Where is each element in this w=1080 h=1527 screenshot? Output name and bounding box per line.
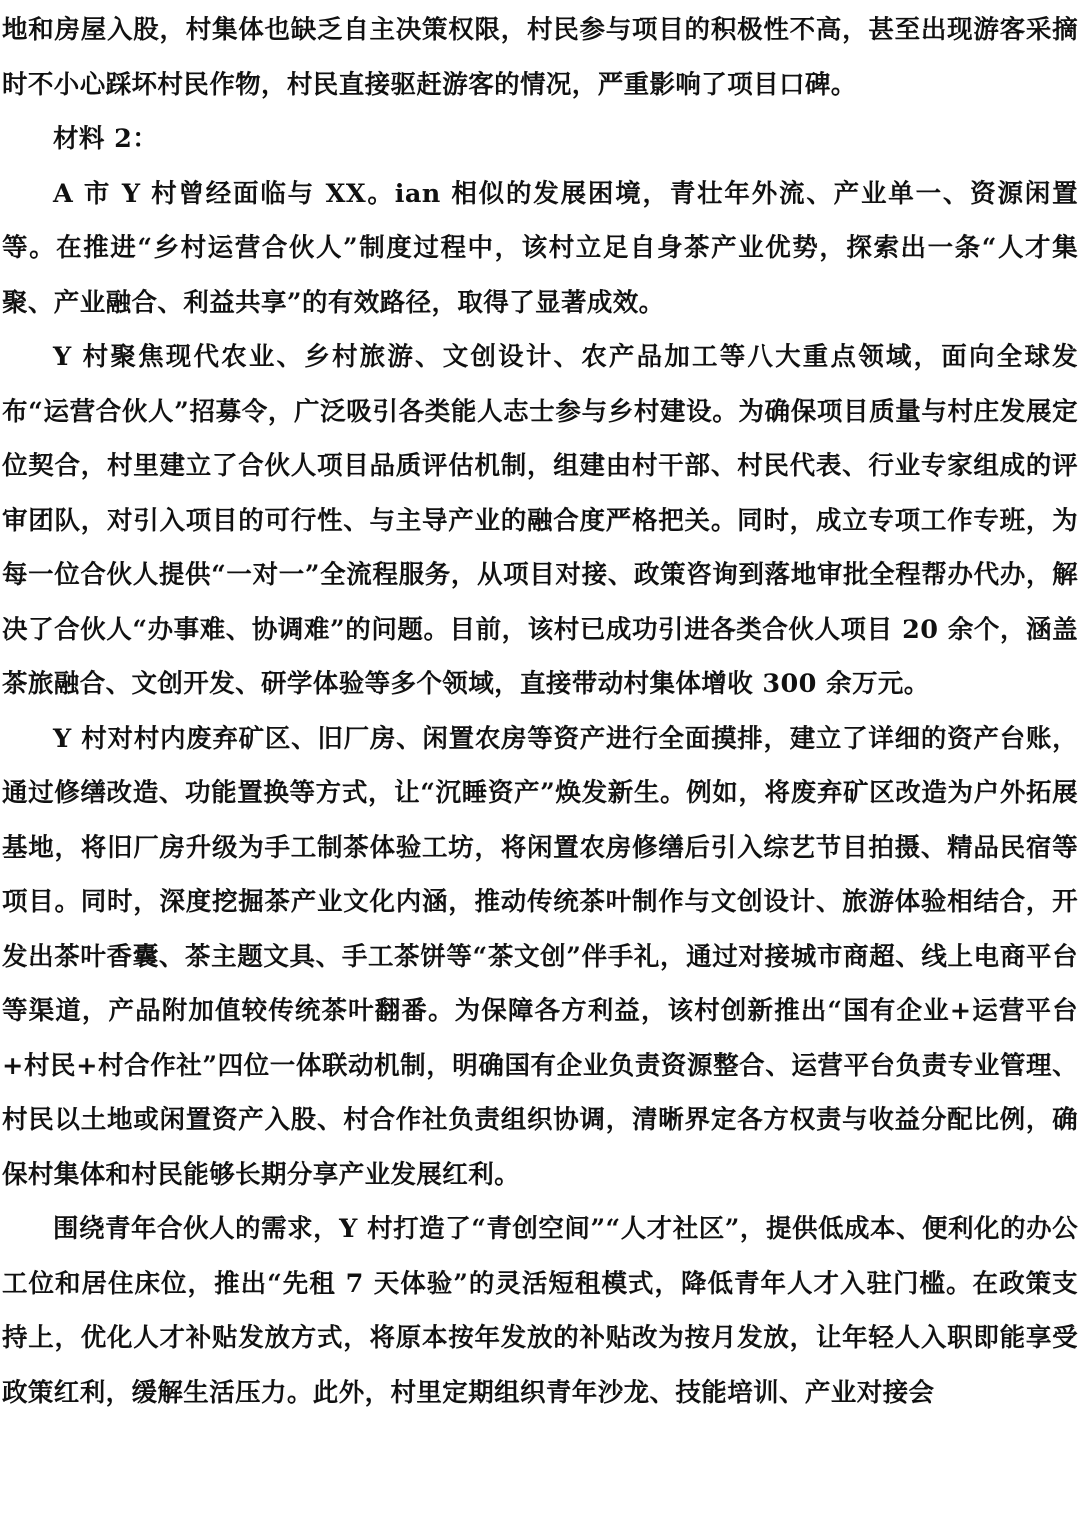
paragraph-partner-recruitment: Y 村聚焦现代农业、乡村旅游、文创设计、农产品加工等八大重点领域，面向全球发布“运营合伙人”招募令，广泛吸引各类能人志士参与乡村建设。为确保项目质量与村庄发展定位契合，村里建立了合伙人项目品质评估机制，组建由村干部、村民代表、行业专家组成的评审团队，对引入项目的可行性、与主导产业的融合度严格把关。同时，成立专项工作专班，为每一位合伙人提供“一对一”全流程服务，从项目对接、政策咨询到落地审批全程帮办代办，解决了合伙人“办事难、协调难”的问题。目前，该村已成功引进各类合伙人项目 20 余个，涵盖茶旅融合、文创开发、研学体验等多个领域，直接带动村集体增收 300 余万元。 xyxy=(2,342,1078,699)
paragraph-asset-revitalization: Y 村对村内废弃矿区、旧厂房、闲置农房等资产进行全面摸排，建立了详细的资产台账，通过修缮改造、功能置换等方式，让“沉睡资产”焕发新生。例如，将废弃矿区改造为户外拓展基地，将旧厂房升级为手工制茶体验工坊，将闲置农房修缮后引入综艺节目拍摄、精品民宿等项目。同时，深度挖掘茶产业文化内涵，推动传统茶叶制作与文创设计、旅游体验相结合，开发出茶叶香囊、茶主题文具、手工茶饼等“茶文创”伴手礼，通过对接城市商超、线上电商平台等渠道，产品附加值较传统茶叶翻番。为保障各方利益，该村创新推出“国有企业+运营平台+村民+村合作社”四位一体联动机制，明确国有企业负责资源整合、运营平台负责专业管理、村民以土地或闲置资产入股、村合作社负责组织协调，清晰界定各方权责与收益分配比例，确保村集体和村民能够长期分享产业发展红利。 xyxy=(2,723,1078,1190)
paragraph-continued: 地和房屋入股，村集体也缺乏自主决策权限，村民参与项目的积极性不高，甚至出现游客采摘时不小心踩坏村民作物，村民直接驱赶游客的情况，严重影响了项目口碑。 xyxy=(2,15,1078,100)
paragraph-intro-y-village: A 市 Y 村曾经面临与 XX。ian 相似的发展困境，青壮年外流、产业单一、资源闲置等。在推进“乡村运营合伙人”制度过程中，该村立足自身茶产业优势，探索出一条“人才集聚、产业融合、利益共享”的有效路径，取得了显著成效。 xyxy=(2,178,1078,318)
paragraph-youth-partners: 围绕青年合伙人的需求，Y 村打造了“青创空间”“人才社区”，提供低成本、便利化的办公工位和居住床位，推出“先租 7 天体验”的灵活短租模式，降低青年人才入驻门槛。在政策支持上，优化人才补贴发放方式，将原本按年发放的补贴改为按月发放，让年轻人入职即能享受政策红利，缓解生活压力。此外，村里定期组织青年沙龙、技能培训、产业对接会 xyxy=(2,1214,1078,1408)
material-2-heading: 材料 2： xyxy=(53,124,159,154)
